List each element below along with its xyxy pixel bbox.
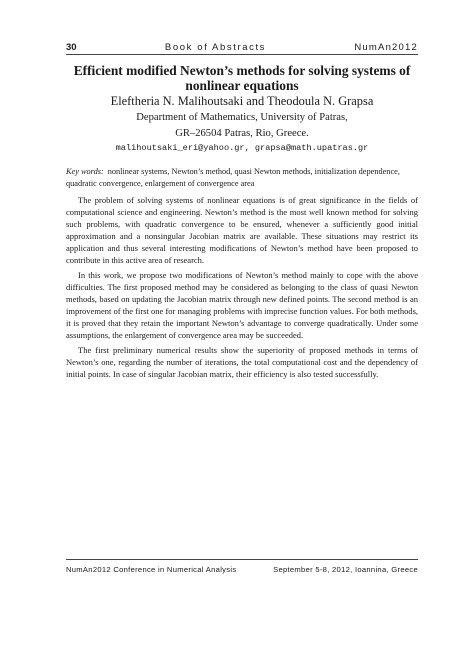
affiliation (66, 110, 418, 142)
footer-conference: NumAn2012 Conference in Numerical Analysis (66, 565, 237, 574)
body-paragraph: The problem of solving systems of nonlinear equations is of great significance in the fields of computational science and engineering. Newton’s method is the most well known method for solving such problems, with quadratic convergence to be ensured, whenever a sufficiently good initial approximation and a nonsingular Jacobian matrix are available. These situations may restrict its application and thus several interesting modifications of Newton’s method have been proposed to contribute in this active area of research. (66, 195, 418, 265)
paper-authors: Eleftheria N. Malihoutsaki and Theodoula N. Grapsa (110, 94, 374, 108)
author-emails: malihoutsaki_eri@yahoo.gr, grapsa@math.upatras.gr (115, 143, 369, 153)
running-header-conference: NumAn2012 (354, 42, 418, 53)
paper-title: Efficient modified Newton’s methods for solving systems of nonlinear equations (73, 63, 411, 93)
affiliation-line-2: GR–26504 Patras, Rio, Greece. (175, 128, 309, 139)
affiliation-line-1: Department of Mathematics, University of Patras, (136, 112, 348, 123)
body-paragraph: The first preliminary numerical results show the superiority of proposed methods in terms of Newton’s one, regarding the number of iterations, the total computational cost and the dependency of initial points. In case of singular Jacobian matrix, their efficiency is also tested successfully. (66, 345, 418, 379)
abstract-body (66, 194, 418, 383)
header-rule (66, 54, 418, 55)
keywords-label: Key words: (66, 167, 104, 176)
body-paragraph: In this work, we propose two modifications of Newton’s method mainly to cope with the above difficulties. The first proposed method may be considered as belonging to the class of quasi Newton methods, based on updating the Jacobian matrix through new defined points. The second method is an improvement of the first one for managing problems with imprecise function values. For both methods, it is proved that they retain the important Newton’s advantage to converge quadratically. Under some assumptions, the enlargement of convergence area may be succeeded. (66, 270, 418, 340)
running-header-title: Book of Abstracts (164, 42, 267, 53)
page-number: 30 (66, 42, 77, 53)
keywords-text: nonlinear systems, Newton’s method, quasi Newton methods, initialization dependence, quadratic convergence, enlargement of convergence area (66, 167, 400, 188)
footer-date-location: September 5-8, 2012, Ioannina, Greece (273, 565, 418, 574)
running-header (66, 42, 418, 53)
keywords-block (66, 166, 418, 189)
footer-rule (66, 559, 418, 560)
page-footer (66, 565, 418, 574)
